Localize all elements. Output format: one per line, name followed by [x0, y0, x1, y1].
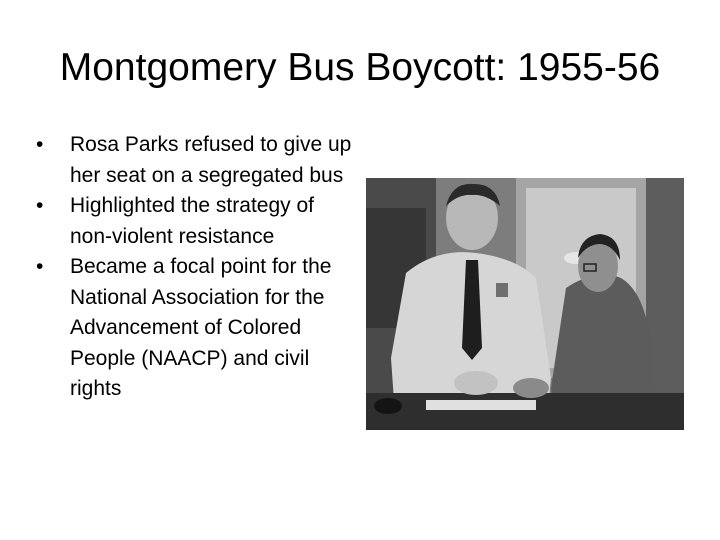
- slide-title: Montgomery Bus Boycott: 1955-56: [59, 46, 661, 89]
- photo-desk: [366, 393, 684, 430]
- photo-paper: [426, 400, 536, 410]
- rosa-parks-fingerprinting-photo: [366, 178, 684, 430]
- bullet-text: Highlighted the strategy of non-violent resistance: [70, 194, 314, 248]
- bullet-marker: •: [36, 194, 44, 217]
- bullet-item: [36, 252, 356, 405]
- photo-woman-hand: [513, 378, 549, 398]
- bullet-list: [36, 130, 356, 405]
- photo-telephone: [374, 398, 402, 414]
- photo-illustration: [366, 178, 684, 430]
- bullet-marker: •: [36, 255, 44, 278]
- bullet-marker: •: [36, 133, 44, 156]
- bullet-item: [36, 130, 356, 191]
- bullet-item: [36, 191, 356, 252]
- photo-officer-hands: [454, 371, 498, 395]
- bullet-text: Rosa Parks refused to give up her seat on a segregated bus: [70, 133, 352, 187]
- photo-officer-badge: [496, 283, 508, 297]
- bullet-text: Became a focal point for the National Association for the Advancement of Colored People (NAACP) and civil rights: [70, 255, 332, 400]
